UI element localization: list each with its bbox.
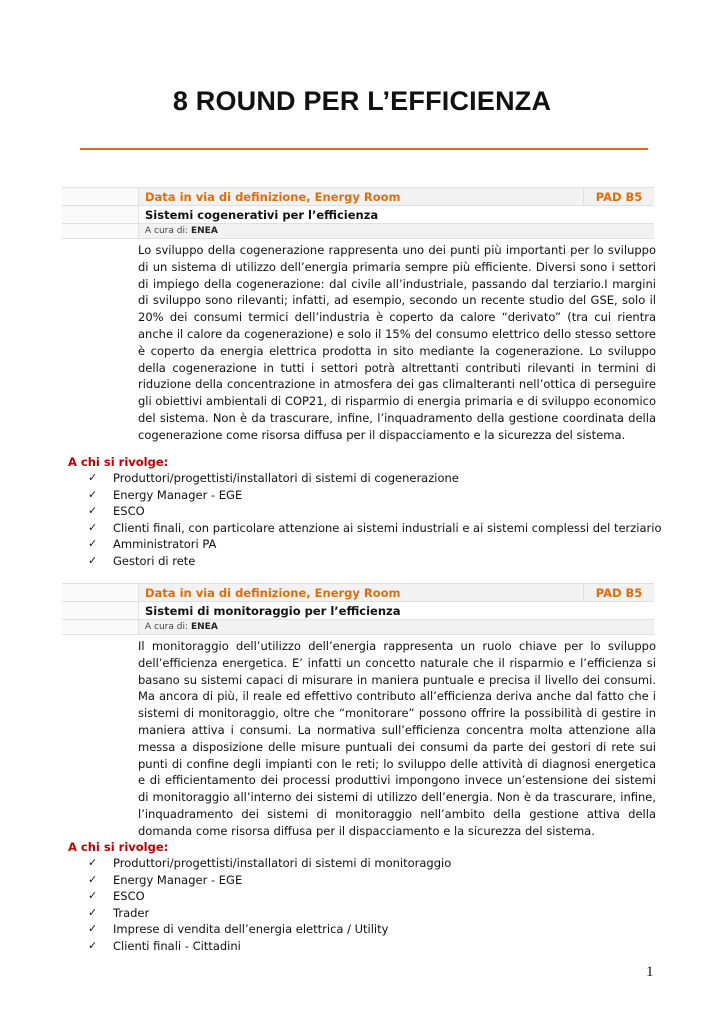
list-item: ✓ Clienti finali - Cittadini [88, 938, 241, 953]
event-date: Data in via di definizione, Energy Room [145, 189, 401, 204]
list-item: ✓ Produttori/progettisti/installatori di sistemi di monitoraggio [88, 856, 452, 870]
event-curator [139, 224, 654, 238]
event-pad: PAD B5 [583, 188, 654, 205]
list-item: ✓ Clienti finali, con particolare attenzione ai sistemi industriali e ai sistemi complessi del terziario [88, 520, 662, 535]
check-icon: ✓ [88, 905, 98, 919]
list-item: ✓ Energy Manager - EGE [88, 487, 243, 502]
audience-list-1 [88, 470, 662, 570]
curator-label: A cura di: [145, 226, 188, 236]
title-divider [80, 148, 648, 150]
list-item: ✓ Gestori di rete [88, 553, 196, 568]
list-item: ✓ Energy Manager - EGE [88, 872, 243, 887]
page-number: 1 [646, 964, 654, 980]
section-body-2: Il monitoraggio dell’utilizzo dell’energia rappresenta un ruolo chiave per lo sviluppo dell’efficienza energetica. E’ infatti un concetto naturale che il risparmio e l’efficienza si basano su sistemi capaci di misurare in maniera puntuale e precisa il livello dei consumi. Ma ancora di più, il reale ed effettivo contributo all’efficienza deriva anche dal fatto che i sistemi di monitoraggio, oltre che “monitorare” possono offrire la possibilità di gestire in maniera attiva i consumi. La normativa sull’efficienza concentra molta attenzione alla messa a disposizione delle misure puntuali dei consumi da parte dei gestori di rete sui punti di confine degli impianti con le reti; lo sviluppo delle attività di diagnosi energetica e di efficientamento dei processi produttivi impongono invece un’estensione dei sistemi di monitoraggio all’interno dei sistemi di utilizzo dell’energia. Non è da trascurare, infine, l’inquadramento dei sistemi di monitoraggio nell’ambito della gestione attiva della domanda come risorsa diffusa per il dispacciamento e la sicurezza del sistema. [138, 639, 656, 838]
list-item: ✓ Trader [88, 905, 150, 920]
event-header-2 [62, 583, 654, 635]
list-item: ✓ Amministratori PA [88, 537, 217, 552]
list-item: ✓ ESCO [88, 504, 145, 519]
check-icon: ✓ [88, 938, 98, 952]
check-icon: ✓ [88, 553, 98, 567]
event-subject: Sistemi cogenerativi per l’efficienza [145, 207, 379, 222]
curator-name: ENEA [191, 226, 218, 236]
list-item: ✓ ESCO [88, 889, 145, 904]
audience-list-2 [88, 855, 451, 955]
event-curator [139, 620, 654, 634]
event-pad: PAD B5 [583, 584, 654, 601]
event-subject: Sistemi di monitoraggio per l’efficienza [145, 603, 401, 618]
event-date: Data in via di definizione, Energy Room [145, 585, 401, 600]
check-icon: ✓ [88, 537, 98, 551]
check-icon: ✓ [88, 872, 98, 886]
curator-name: ENEA [191, 622, 218, 632]
check-icon: ✓ [88, 520, 98, 534]
check-icon: ✓ [88, 471, 98, 484]
check-icon: ✓ [88, 889, 98, 903]
check-icon: ✓ [88, 487, 98, 501]
audience-title-2: A chi si rivolge: [68, 840, 169, 854]
check-icon: ✓ [88, 856, 98, 869]
list-item: ✓ Produttori/progettisti/installatori di sistemi di cogenerazione [88, 471, 459, 485]
check-icon: ✓ [88, 922, 98, 936]
list-item: ✓ Imprese di vendita dell’energia elettrica / Utility [88, 922, 389, 937]
curator-label: A cura di: [145, 622, 188, 632]
section-body-1: Lo sviluppo della cogenerazione rappresenta uno dei punti più importanti per lo sviluppo di un sistema di utilizzo dell’energia primaria sempre più efficiente. Diversi sono i settori di impiego della cogenerazione: dal civile all’industriale, passando dal terziario.I margini di sviluppo sono rilevanti; infatti, ad esempio, secondo un recente studio del GSE, solo il 20% dei consumi termici dell’industria è coperto da calore “derivato” (tra cui rientra anche il calore da cogenerazione) e solo il 15% del consumo elettrico dello stesso settore è coperto da energia elettrica prodotta in sito mediante la cogenerazione. Lo sviluppo della cogenerazione in tutti i settori potrà altrettanti contributi rilevanti in termini di riduzione della concentrazione in atmosfera dei gas climalteranti nell’ottica di perseguire gli obiettivi ambientali di COP21, di risparmio di energia primaria e di sviluppo economico del sistema. Non è da trascurare, infine, l’inquadramento della gestione coordinata della cogenerazione come risorsa diffusa per il dispacciamento e la sicurezza del sistema. [138, 243, 656, 442]
audience-title-1: A chi si rivolge: [68, 455, 169, 469]
event-header-1 [62, 187, 654, 239]
check-icon: ✓ [88, 504, 98, 518]
page-title: 8 ROUND PER L’EFFICIENZA [172, 86, 552, 116]
